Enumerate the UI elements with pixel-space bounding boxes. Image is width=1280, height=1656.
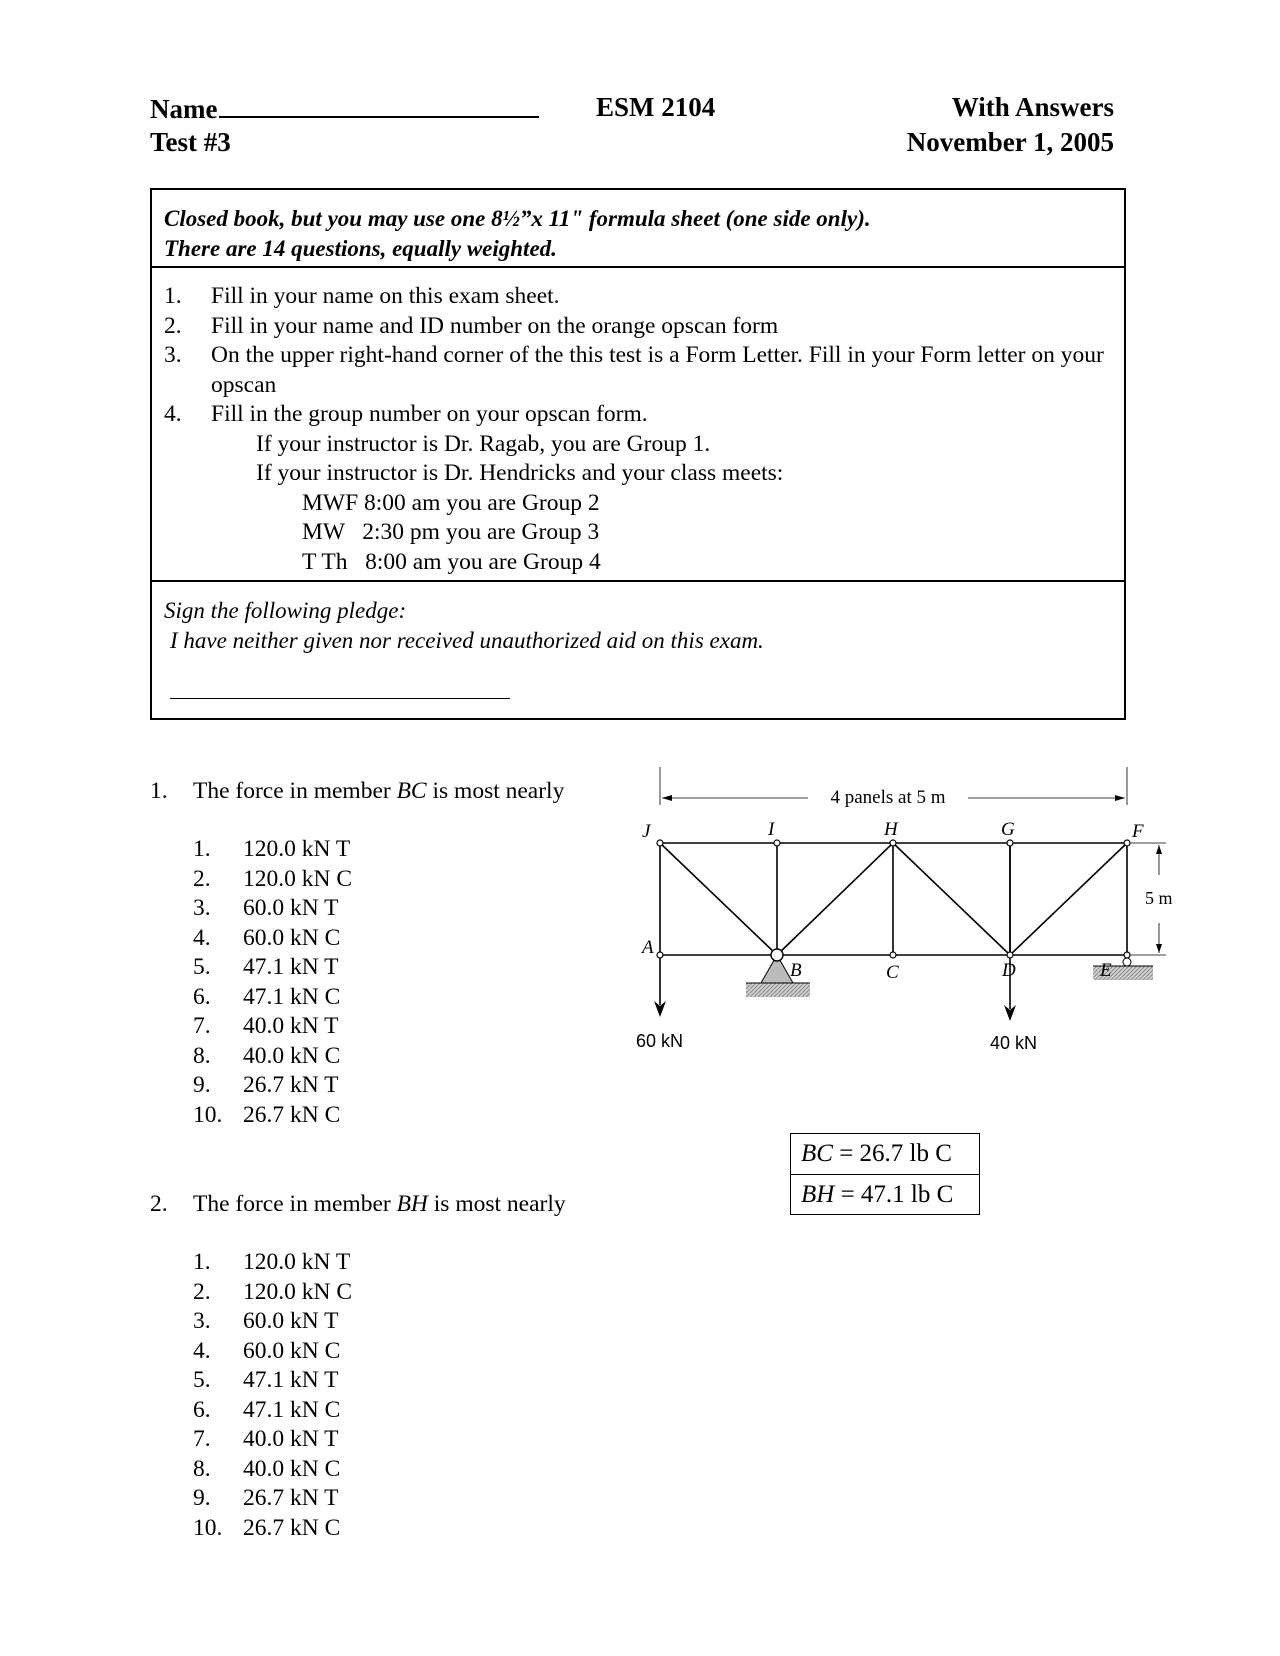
truss-figure: [618, 765, 1190, 1065]
height-dimension: [1130, 843, 1173, 955]
load-d-label: 40 kN: [990, 1033, 1038, 1053]
svg-text:F: F: [1132, 821, 1144, 842]
list-item[interactable]: 9. 26.7 kN T: [193, 1072, 339, 1098]
instruction-item: 3. On the upper right-hand corner of the this test is a Form Letter. Fill in your Form letter on your opscan: [164, 342, 1104, 398]
svg-text:H: H: [884, 819, 898, 840]
height-label: 5 m: [1145, 888, 1173, 908]
list-item[interactable]: 1. 120.0 kN T: [193, 1249, 351, 1275]
list-item[interactable]: 10. 26.7 kN C: [193, 1514, 341, 1541]
list-item[interactable]: 5. 47.1 kN T: [193, 954, 339, 980]
question-1-number: 1.: [150, 778, 168, 804]
group-hendricks: If your instructor is Dr. Hendricks and your class meets:: [256, 460, 784, 486]
panel-dimension-label: 4 panels at 5 m: [830, 787, 946, 808]
name-field: [150, 90, 539, 126]
name-label: Name: [150, 94, 218, 124]
instruction-item: 4. Fill in the group number on your opscan form.: [164, 401, 648, 427]
group-3: MW 2:30 pm you are Group 3: [302, 519, 600, 545]
answer-bh: BH = 47.1 lb C: [791, 1174, 979, 1215]
rules-line-2: There are 14 questions, equally weighted.: [164, 236, 557, 261]
svg-text:G: G: [1001, 819, 1015, 840]
rules-box: [150, 188, 1126, 268]
instruction-item: 1. Fill in your name on this exam sheet.: [164, 283, 560, 309]
list-item[interactable]: 6. 47.1 kN C: [193, 983, 341, 1010]
list-item[interactable]: 4. 60.0 kN C: [193, 1337, 341, 1364]
group-4: T Th 8:00 am you are Group 4: [302, 548, 601, 575]
list-item[interactable]: 2. 120.0 kN C: [193, 1278, 353, 1305]
course-code: ESM 2104: [596, 92, 716, 122]
list-item[interactable]: 7. 40.0 kN T: [193, 1013, 339, 1039]
exam-date: November 1, 2005: [906, 127, 1114, 157]
list-item[interactable]: 3. 60.0 kN T: [193, 1308, 339, 1334]
list-item[interactable]: 2. 120.0 kN C: [193, 865, 353, 892]
question-1-text: The force in member BC is most nearly: [193, 778, 565, 804]
svg-text:B: B: [790, 960, 802, 981]
test-number: Test #3: [150, 127, 231, 157]
list-item[interactable]: 8. 40.0 kN C: [193, 1455, 341, 1482]
svg-text:A: A: [642, 937, 654, 958]
list-item[interactable]: 6. 47.1 kN C: [193, 1396, 341, 1423]
list-item[interactable]: 3. 60.0 kN T: [193, 895, 339, 921]
svg-text:C: C: [886, 962, 899, 983]
pledge-box: [150, 580, 1126, 720]
svg-text:E: E: [1100, 960, 1112, 981]
name-blank: [219, 90, 539, 118]
list-item[interactable]: 5. 47.1 kN T: [193, 1367, 339, 1393]
group-2: MWF 8:00 am you are Group 2: [302, 489, 600, 516]
rules-line-1: Closed book, but you may use one 8½”x 11" formula sheet (one side only).: [164, 206, 871, 231]
list-item[interactable]: 1. 120.0 kN T: [193, 836, 351, 862]
panel-dimension: [660, 767, 1127, 808]
pledge-label: Sign the following pledge:: [164, 598, 407, 623]
pledge-text: I have neither given nor received unauthorized aid on this exam.: [170, 628, 764, 653]
instructions-box: [150, 266, 1126, 582]
signature-line: [170, 698, 510, 699]
answer-bc: BC = 26.7 lb C: [801, 1140, 952, 1167]
truss-members: [660, 843, 1127, 955]
answer-box: [790, 1133, 980, 1215]
list-item[interactable]: 4. 60.0 kN C: [193, 924, 341, 951]
load-a-label: 60 kN: [636, 1031, 684, 1051]
list-item[interactable]: 9. 26.7 kN T: [193, 1485, 339, 1511]
instruction-item: 2. Fill in your name and ID number on the orange opscan form: [164, 312, 779, 339]
list-item[interactable]: 8. 40.0 kN C: [193, 1042, 341, 1069]
svg-text:J: J: [642, 821, 651, 842]
question-2-number: 2.: [150, 1191, 168, 1217]
group-ragab: If your instructor is Dr. Ragab, you are Group 1.: [256, 430, 711, 457]
list-item[interactable]: 7. 40.0 kN T: [193, 1426, 339, 1452]
answers-label: With Answers: [951, 92, 1114, 122]
svg-text:D: D: [1002, 960, 1016, 981]
svg-text:I: I: [768, 819, 775, 840]
load-a: [636, 958, 683, 1051]
list-item[interactable]: 10. 26.7 kN C: [193, 1101, 341, 1128]
question-2-text: The force in member BH is most nearly: [193, 1191, 566, 1217]
